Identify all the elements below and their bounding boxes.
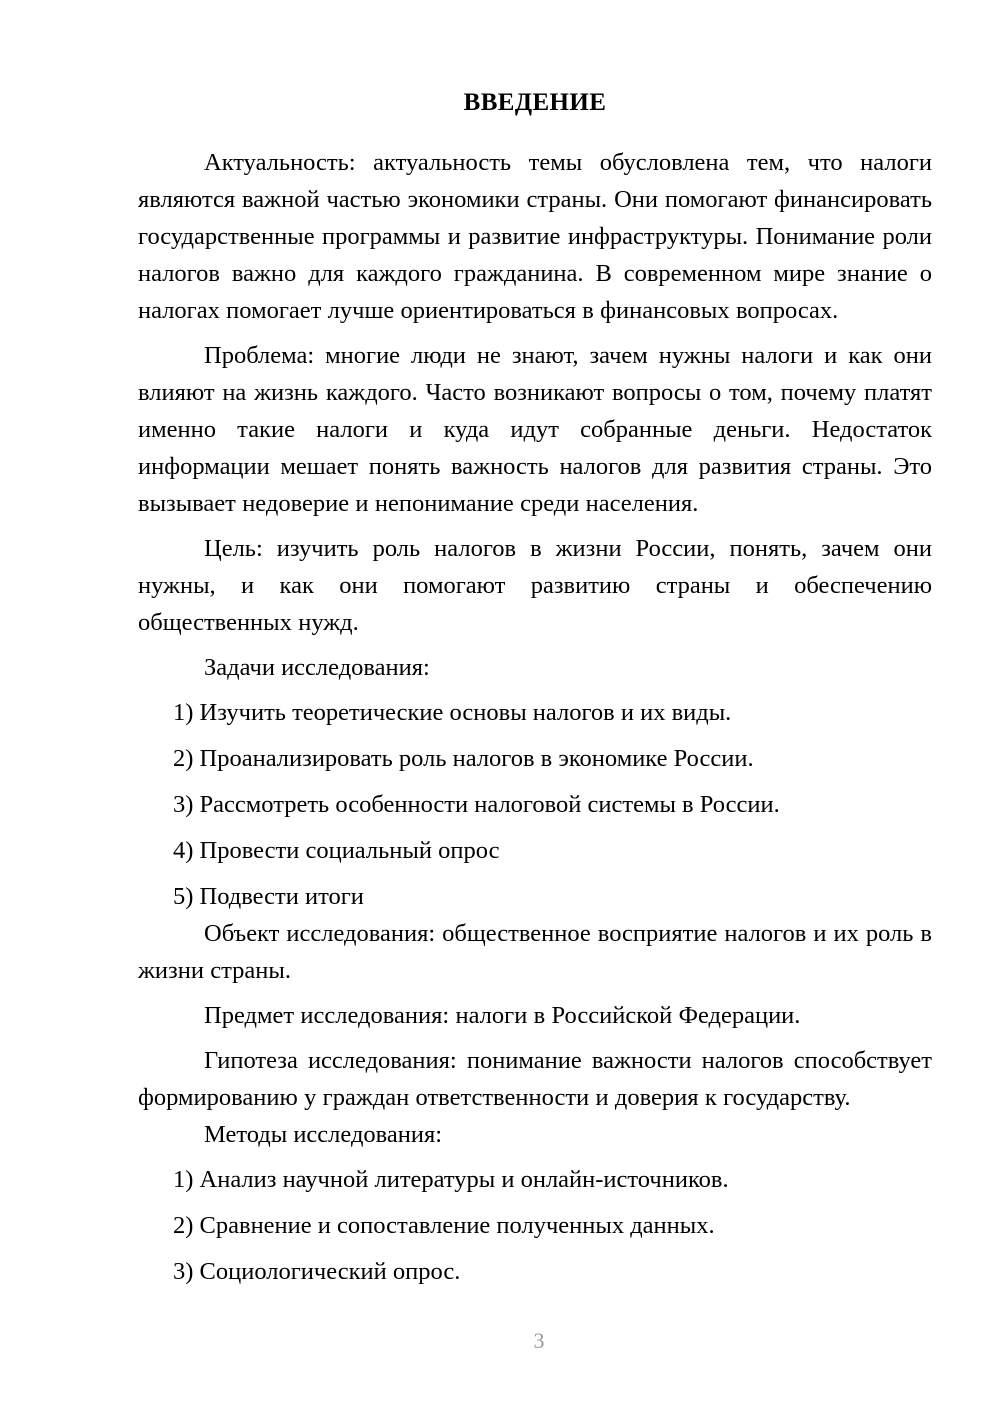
paragraph-goal: Цель: изучить роль налогов в жизни России, понять, зачем они нужны, и как они помогают развитию страны и обеспечению общественных нужд. bbox=[138, 535, 932, 636]
paragraph-hypothesis: Гипотеза исследования: понимание важности налогов способствует формированию у граждан ответственности и доверия к государству. bbox=[138, 1047, 932, 1111]
list-item: 2) Сравнение и сопоставление полученных данных. bbox=[173, 1212, 715, 1239]
list-item: 5) Подвести итоги bbox=[173, 883, 364, 910]
paragraph-problem: Проблема: многие люди не знают, зачем нужны налоги и как они влияют на жизнь каждого. Часто возникают вопросы о том, почему платят именно такие налоги и куда идут собранные деньги. Недостаток информации мешает понять важность налогов для развития страны. Это вызывает недоверие и непонимание среди населения. bbox=[138, 342, 932, 517]
list-item: 1) Изучить теоретические основы налогов и их виды. bbox=[173, 699, 732, 726]
list-item: 4) Провести социальный опрос bbox=[173, 837, 500, 864]
tasks-list bbox=[138, 694, 932, 915]
list-item: 1) Анализ научной литературы и онлайн-источников. bbox=[173, 1166, 729, 1193]
paragraph-subject: Предмет исследования: налоги в Российской Федерации. bbox=[204, 1002, 801, 1029]
list-item: 2) Проанализировать роль налогов в экономике России. bbox=[173, 745, 754, 772]
methods-heading: Методы исследования: bbox=[204, 1121, 443, 1148]
paragraph-object: Объект исследования: общественное восприятие налогов и их роль в жизни страны. bbox=[138, 920, 932, 984]
page-content bbox=[138, 88, 932, 1290]
tasks-heading: Задачи исследования: bbox=[204, 654, 430, 681]
page-title: ВВЕДЕНИЕ bbox=[463, 89, 607, 116]
paragraph-relevance: Актуальность: актуальность темы обусловлена тем, что налоги являются важной частью экономики страны. Они помогают финансировать государственные программы и развитие инфраструктуры. Понимание роли налогов важно для каждого гражданина. В современном мире знание о налогах помогает лучше ориентироваться в финансовых вопросах. bbox=[138, 149, 932, 324]
list-item: 3) Социологический опрос. bbox=[173, 1258, 461, 1285]
methods-list bbox=[138, 1161, 932, 1290]
list-item: 3) Рассмотреть особенности налоговой системы в России. bbox=[173, 791, 780, 818]
page-number: 3 bbox=[533, 1328, 545, 1353]
